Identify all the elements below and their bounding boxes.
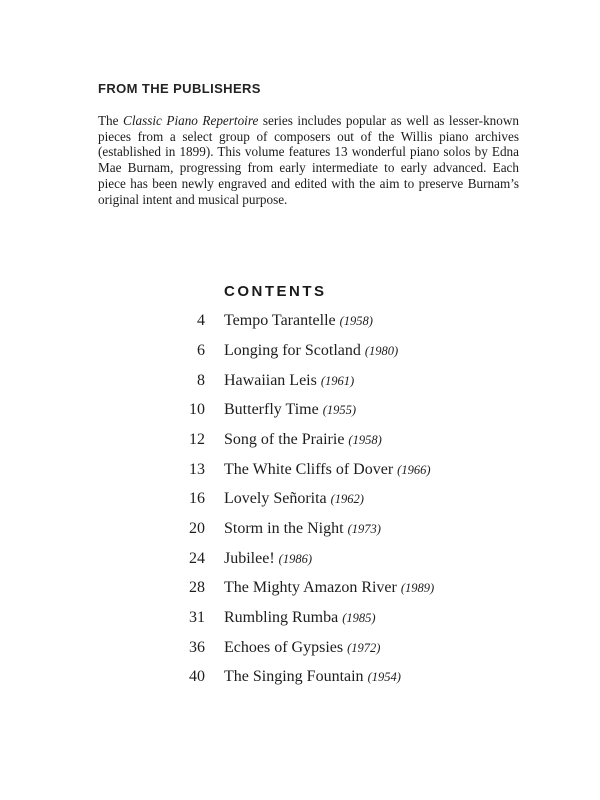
toc-title-text: Butterfly Time [224,401,319,419]
toc-title-text: Song of the Prairie [224,430,345,448]
toc-page-number: 8 [197,371,205,389]
toc-title [224,550,312,568]
toc-row [98,312,518,342]
toc-title [224,609,376,627]
paragraph-intro-text: The [98,113,124,128]
publishers-heading: FROM THE PUBLISHERS [98,81,261,96]
toc-year: (1955) [322,403,357,418]
toc-title [224,431,382,449]
toc-page-number: 24 [189,549,205,567]
toc-title-text: The White Cliffs of Dover [224,460,394,478]
toc-title-text: Longing for Scotland [224,341,361,359]
toc-row [98,609,518,639]
toc-title [224,579,434,597]
contents-section [98,284,518,698]
toc-title [224,490,364,508]
toc-page-number: 6 [197,341,205,359]
toc-title-text: Rumbling Rumba [224,609,339,627]
toc-title [224,372,354,390]
toc-title-text: Hawaiian Leis [224,371,317,389]
toc-row [98,342,518,372]
toc-title [224,461,430,479]
publishers-paragraph [98,113,519,207]
toc-title-text: Storm in the Night [224,520,344,538]
table-of-contents [98,312,518,698]
toc-year: (1986) [278,551,312,566]
toc-year: (1958) [348,432,382,447]
toc-row [98,520,518,550]
toc-row [98,639,518,669]
toc-page-number: 10 [189,401,205,419]
toc-row [98,490,518,520]
toc-page-number: 36 [189,638,205,656]
toc-row [98,550,518,580]
toc-row [98,461,518,491]
toc-title [224,401,356,419]
toc-page-number: 28 [189,579,205,597]
toc-page-number: 16 [189,490,205,508]
toc-year: (1958) [339,314,373,329]
toc-year: (1966) [397,462,431,477]
toc-title [224,639,380,657]
toc-year: (1973) [347,522,381,537]
toc-page-number: 13 [189,460,205,478]
toc-page-number: 4 [197,312,205,330]
toc-row [98,668,518,698]
toc-row [98,579,518,609]
toc-title-text: Jubilee! [224,549,275,567]
toc-title-text: The Mighty Amazon River [224,579,397,597]
series-title-italic: Classic Piano Repertoire [123,113,259,128]
toc-year: (1980) [364,343,399,358]
paragraph-rest-text: series includes popular as well as lesser-known pieces from a select group of composers out of the Willis piano archives (established in 1899). This volume features 13 wonderful piano solos by Edna Mae Burnam, progressing from early intermediate to early advanced. Each piece has been newly engraved and edited with the aim to preserve Burnam’s original intent and musical purpose. [98,113,519,207]
toc-title [224,342,398,360]
toc-title [224,520,381,538]
toc-year: (1961) [320,373,355,388]
toc-row [98,401,518,431]
toc-year: (1954) [367,670,401,685]
toc-title-text: The Singing Fountain [224,668,364,686]
contents-title: CONTENTS [224,283,327,301]
toc-page-number: 20 [189,520,205,538]
toc-year: (1989) [400,581,435,596]
toc-page-number: 40 [189,668,205,686]
toc-title [224,312,373,330]
toc-title-text: Tempo Tarantelle [224,312,336,330]
toc-title-text: Lovely Señorita [224,490,327,508]
toc-year: (1962) [330,492,364,507]
toc-year: (1972) [347,640,381,655]
toc-year: (1985) [342,611,376,626]
toc-page-number: 31 [189,609,205,627]
toc-row [98,431,518,461]
toc-row [98,372,518,402]
toc-title [224,668,401,686]
toc-title-text: Echoes of Gypsies [224,638,344,656]
toc-page-number: 12 [189,430,205,448]
